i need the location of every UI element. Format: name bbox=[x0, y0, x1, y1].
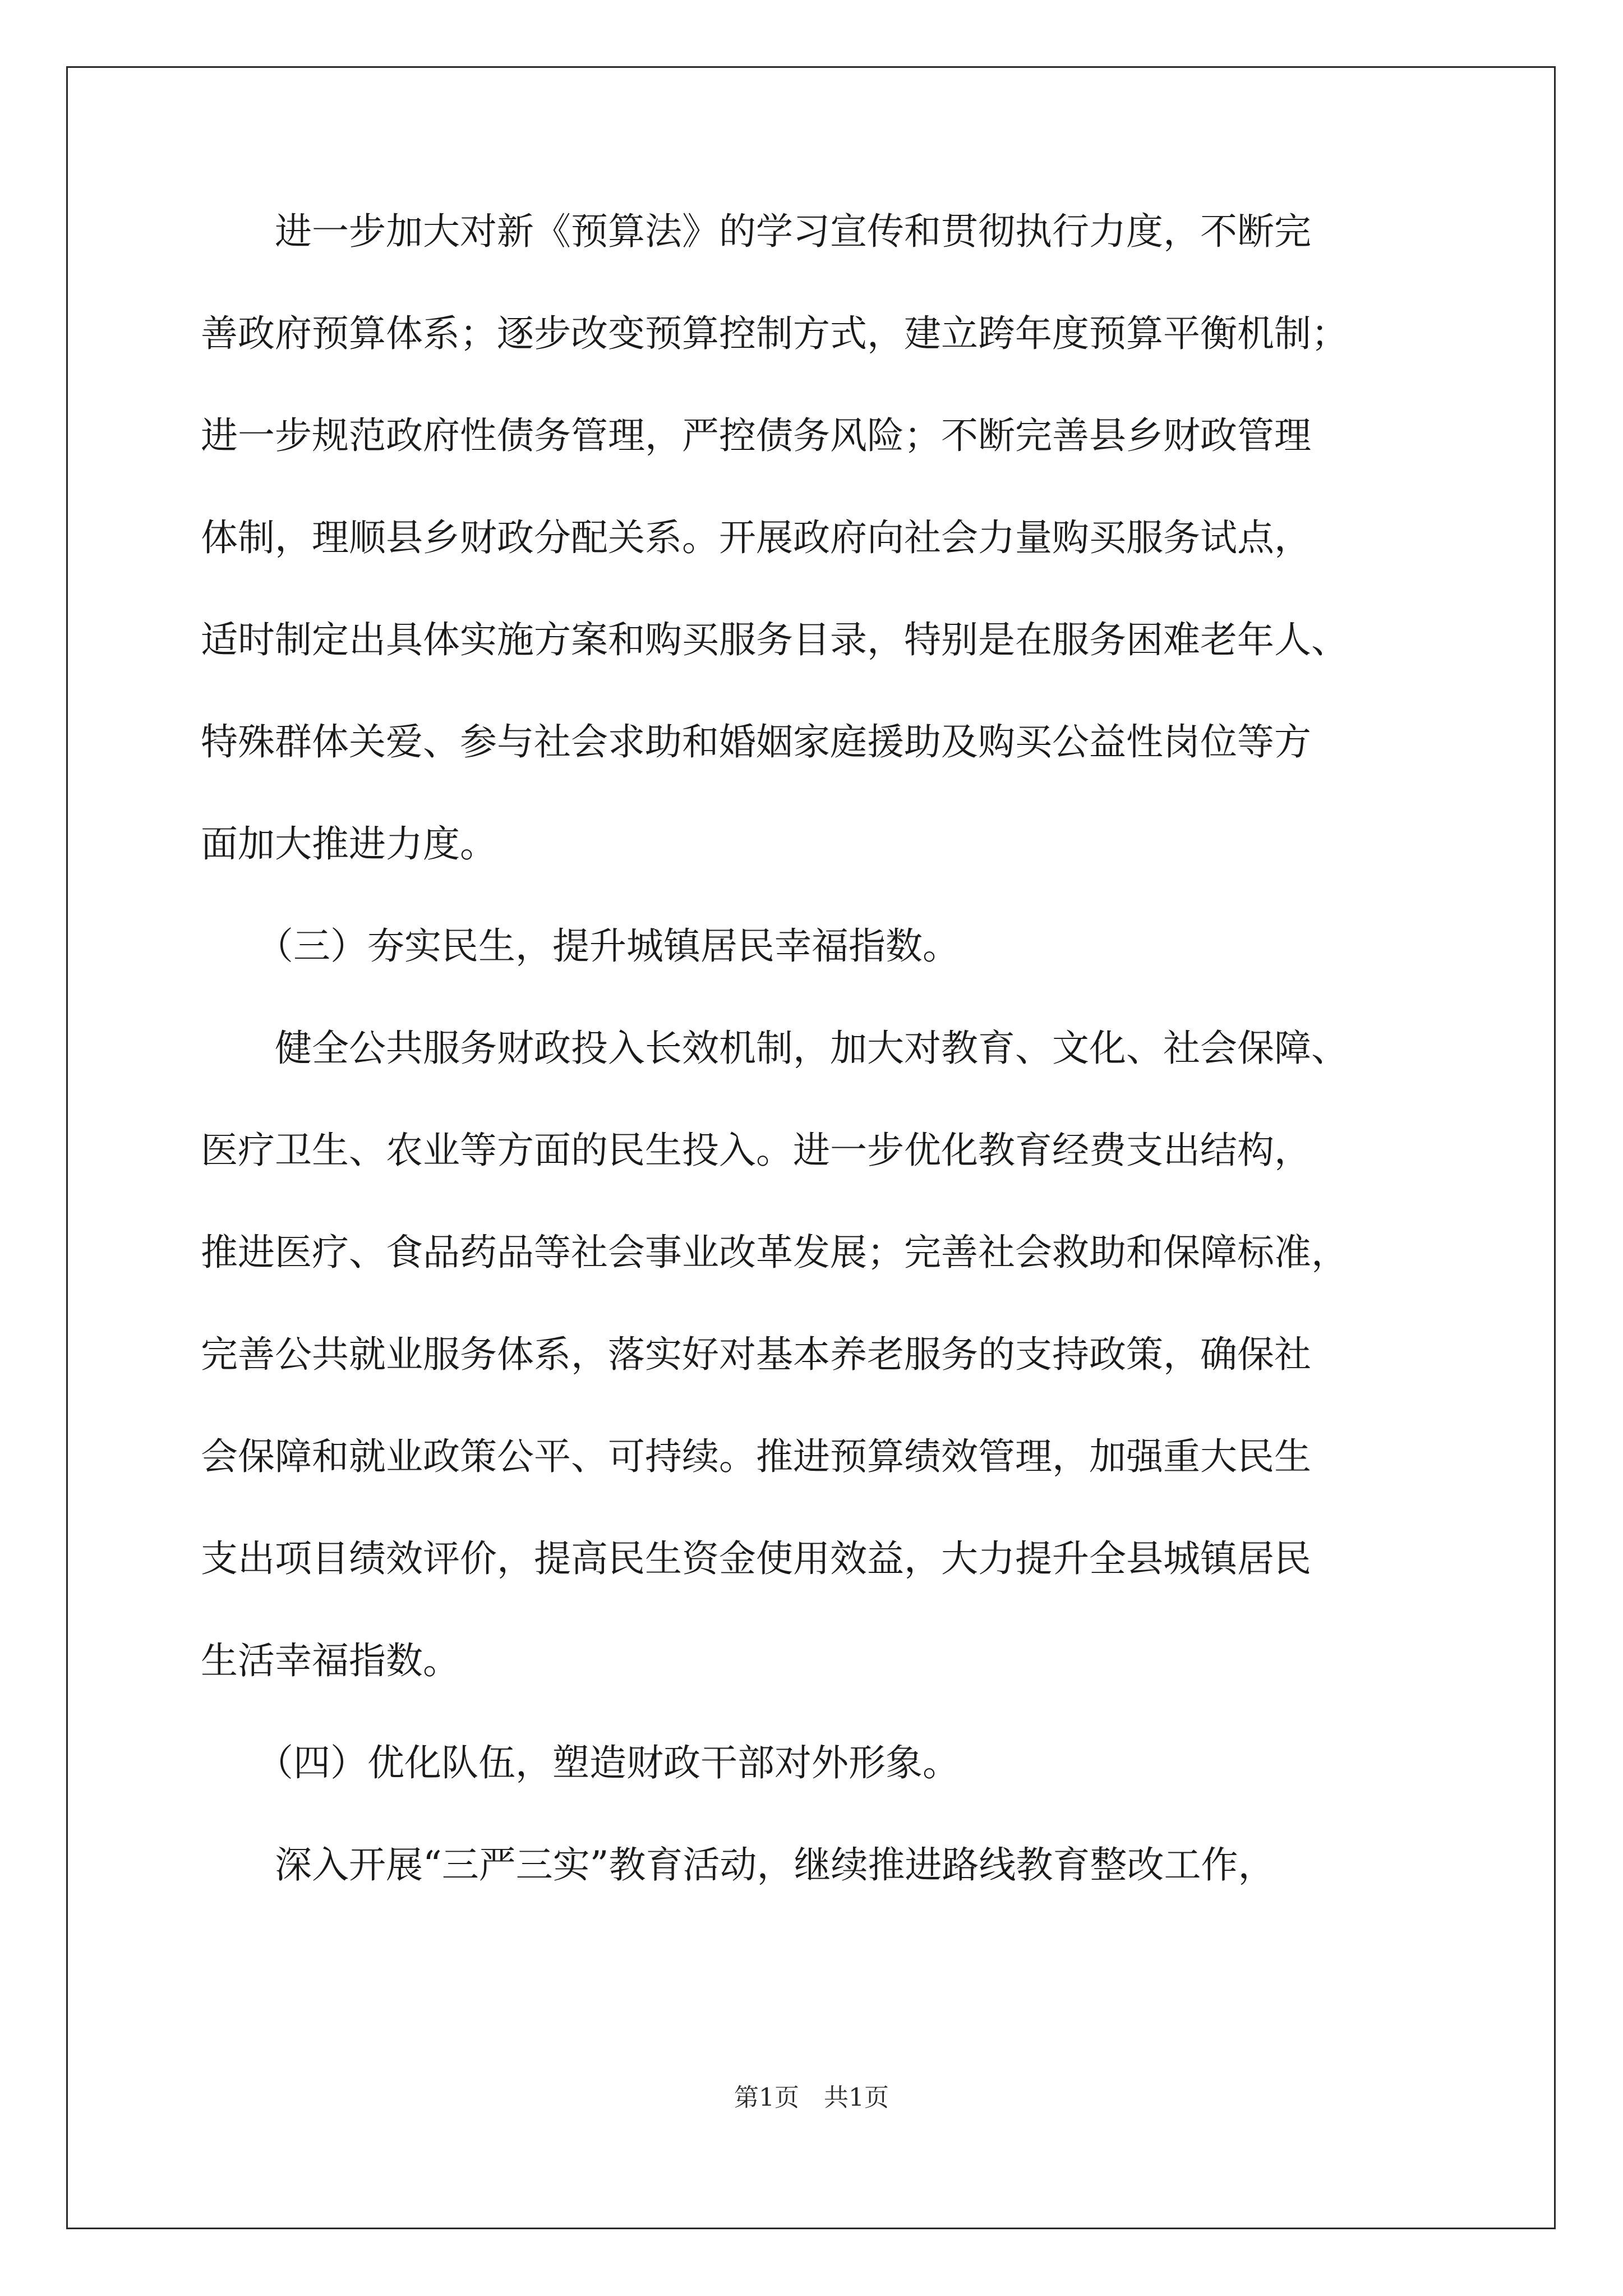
text-line: 善政府预算体系；逐步改变预算控制方式，建立跨年度预算平衡机制； bbox=[201, 312, 1348, 355]
text-line: 支出项目绩效评价，提高民生资金使用效益，大力提升全县城镇居民 bbox=[201, 1537, 1311, 1580]
text-line: 完善公共就业服务体系，落实好对基本养老服务的支持政策，确保社 bbox=[201, 1333, 1311, 1376]
text-line: 适时制定出具体实施方案和购买服务目录，特别是在服务困难老年人、 bbox=[201, 618, 1348, 661]
document-body bbox=[201, 210, 1457, 1949]
text-line: 医疗卫生、农业等方面的民生投入。进一步优化教育经费支出结构， bbox=[201, 1129, 1311, 1172]
text-line: 进一步规范政府性债务管理，严控债务风险；不断完善县乡财政管理 bbox=[201, 414, 1311, 457]
section-heading: （三）夯实民生，提升城镇居民幸福指数。 bbox=[201, 924, 960, 968]
text-line: 生活幸福指数。 bbox=[201, 1639, 460, 1682]
text-line: 推进医疗、食品药品等社会事业改革发展；完善社会救助和保障标准， bbox=[201, 1231, 1348, 1274]
page-footer bbox=[0, 2083, 1623, 2112]
text-line: 深入开展“三严三实”教育活动，继续推进路线教育整改工作， bbox=[201, 1843, 1275, 1887]
page-number-label: 第1页 共1页 bbox=[734, 2083, 889, 2112]
section-heading: （四）优化队伍，塑造财政干部对外形象。 bbox=[201, 1741, 960, 1784]
text-line: 特殊群体关爱、参与社会求助和婚姻家庭援助及购买公益性岗位等方 bbox=[201, 720, 1311, 763]
text-line: 健全公共服务财政投入长效机制，加大对教育、文化、社会保障、 bbox=[201, 1027, 1348, 1070]
text-line: 会保障和就业政策公平、可持续。推进预算绩效管理，加强重大民生 bbox=[201, 1435, 1311, 1478]
text-line: 体制，理顺县乡财政分配关系。开展政府向社会力量购买服务试点， bbox=[201, 516, 1311, 559]
text-line: 面加大推进力度。 bbox=[201, 822, 497, 866]
text-line: 进一步加大对新《预算法》的学习宣传和贯彻执行力度，不断完 bbox=[201, 210, 1311, 253]
